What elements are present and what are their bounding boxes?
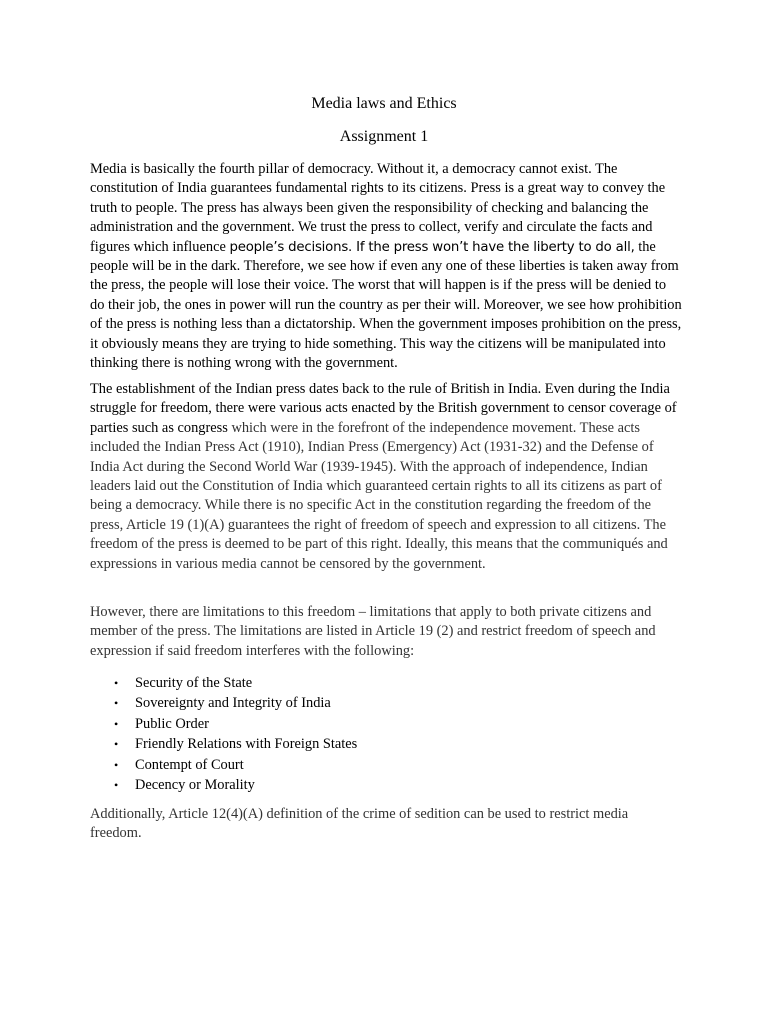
list-item [90, 775, 650, 795]
list-item [90, 693, 650, 713]
bullet-icon: • [114, 737, 119, 752]
paragraph-history-text-a: The establishment of the Indian press dates back to the rule of British in India. Even during the India struggle for freedom, there were various acts enacted by the British government to censor coverage of parties such as congress [90, 381, 677, 436]
list-item-label: Security of the State [135, 675, 253, 691]
bullet-icon: • [114, 676, 119, 690]
paragraph-sedition: Additionally, Article 12(4)(A) definition of the crime of sedition can be used to restrict media freedom. [90, 806, 629, 842]
bullet-icon: • [114, 716, 119, 731]
paragraph-intro-text-c: the people will be in the dark. Therefore, we see how if even any one of these liberties is taken away from the press, the people will lose their voice. The worst that will happen is if the press will be denied to do their job, the ones in power will run the country as per their will. Moreover, we see how prohibition of the press is nothing less than a dictatorship. When the government imposes prohibition on the press, it obviously means they are trying to hide something. This way the citizens will be manipulated into thinking there is nothing wrong with the government. [90, 238, 682, 372]
bullet-icon: • [114, 777, 119, 792]
list-item [90, 755, 650, 775]
paragraph-intro-text-a: Media is basically the fourth pillar of democracy. Without it, a democracy cannot exist. The constitution of India guarantees fundamental rights to its citizens. Press is a great way to convey the truth to people. The press has always been given the responsibility of checking and balancing the administration and the government. We trust the press to collect, verify and circulate the facts and figures which influence [90, 161, 666, 255]
document-subtitle: Assignment 1 [339, 128, 429, 145]
list-item [90, 714, 650, 734]
list-item-label: Decency or Morality [135, 776, 255, 793]
list-item-label: Contempt of Court [135, 756, 244, 773]
list-item [90, 673, 650, 693]
list-item-label: Friendly Relations with Foreign States [135, 736, 358, 753]
bullet-icon: • [114, 696, 119, 711]
paragraph-intro [90, 160, 682, 373]
bullet-icon: • [114, 757, 119, 772]
list-item-label: Public Order [135, 715, 209, 732]
list-item [90, 734, 650, 754]
paragraph-history [90, 380, 682, 574]
paragraph-limitations: However, there are limitations to this freedom – limitations that apply to both private citizens and member of the press. The limitations are listed in Article 19 (2) and restrict freedom of speech and expression if said freedom interferes with the following: [90, 604, 656, 659]
limitations-list [90, 673, 650, 795]
document-title: Media laws and Ethics [311, 95, 457, 112]
paragraph-history-text-b: which were in the forefront of the independence movement. These acts included the Indian Press Act (1910), Indian Press (Emergency) Act (1931-32) and the Defense of India Act during the Second World War (1939-1945). With the approach of independence, Indian leaders laid out the Constitution of India which guaranteed certain rights to all its citizens as part of being a democracy. While there is no specific Act in the constitution regarding the freedom of the press, Article 19 (1)(A) guarantees the right of freedom of speech and expression to all citizens. The freedom of the press is deemed to be part of this right. Ideally, this means that the communiqués and expressions in various media cannot be censored by the government. [90, 419, 668, 572]
paragraph-intro-text-b: people’s decisions. If the press won’t have the liberty to do all, [229, 239, 635, 255]
list-item-label: Sovereignty and Integrity of India [135, 695, 331, 712]
